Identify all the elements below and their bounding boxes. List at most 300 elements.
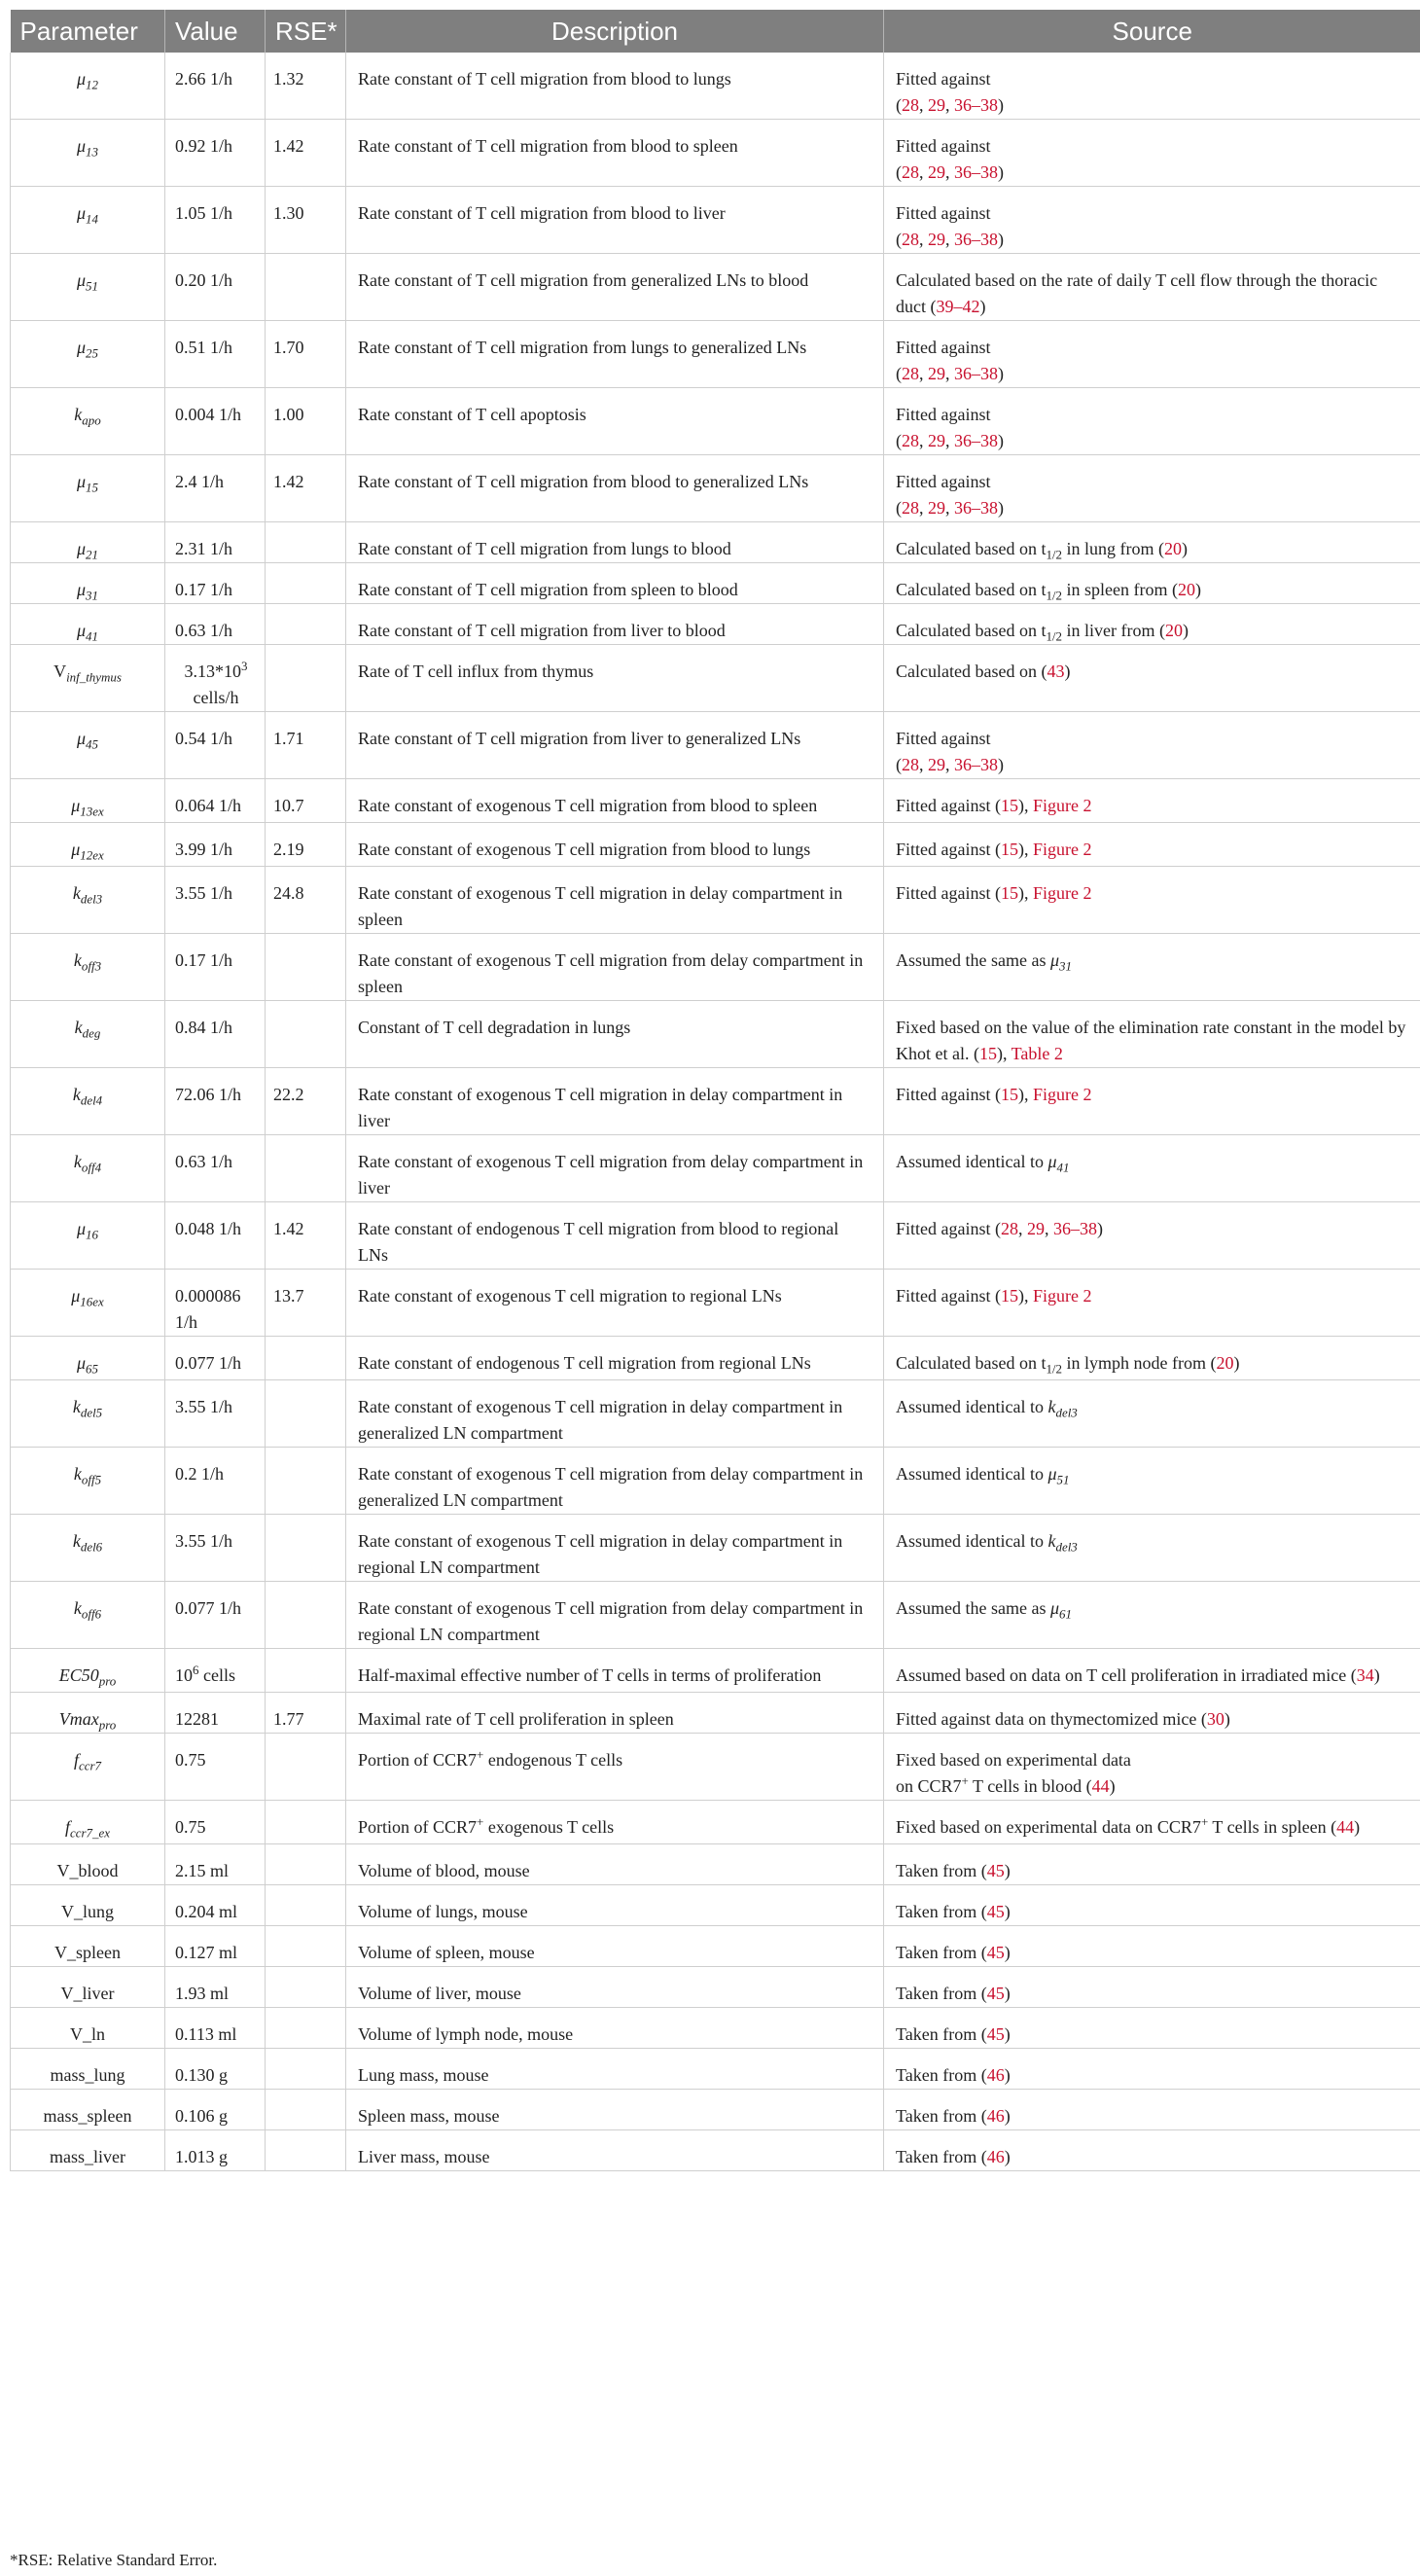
reference-link[interactable]: 29 xyxy=(1026,1219,1045,1238)
parameter-cell xyxy=(11,522,165,563)
description-cell xyxy=(346,1693,884,1734)
table-row xyxy=(11,1001,1420,1068)
reference-link[interactable]: 28 xyxy=(902,230,919,249)
value-cell xyxy=(165,1515,266,1582)
value-text: 0.004 1/h xyxy=(175,405,242,424)
description-text: Rate constant of exogenous T cell migration in delay compartment in spleen xyxy=(358,883,843,929)
description-cell xyxy=(346,53,884,120)
source-text: Fitted against ( xyxy=(896,840,1001,859)
reference-link[interactable]: 36–38 xyxy=(954,162,998,182)
source-text: Fitted against ( xyxy=(896,1286,1001,1306)
source-text: Fixed based on the value of the elimination rate constant in the model by Khot et al. ( xyxy=(896,1018,1406,1063)
source-cell xyxy=(884,1068,1420,1135)
source-cell xyxy=(884,1801,1420,1844)
value-cell xyxy=(165,1844,266,1885)
value-cell xyxy=(165,1337,266,1380)
source-text: Assumed identical to xyxy=(896,1397,1048,1416)
description-cell xyxy=(346,1068,884,1135)
reference-link[interactable]: Table 2 xyxy=(1011,1044,1063,1063)
source-cell xyxy=(884,563,1420,604)
description-cell xyxy=(346,1885,884,1926)
rse-cell xyxy=(266,254,346,321)
parameter-name: V_lung xyxy=(61,1902,114,1921)
reference-link[interactable]: 28 xyxy=(902,162,919,182)
description-cell xyxy=(346,779,884,823)
value-text: 10 xyxy=(175,1665,193,1685)
description-text: Rate constant of T cell migration from spleen to blood xyxy=(358,580,738,599)
value-cell xyxy=(165,1001,266,1068)
source-symbol: μ xyxy=(1049,1598,1060,1618)
reference-link[interactable]: 15 xyxy=(1000,796,1018,815)
reference-link[interactable]: 44 xyxy=(1336,1817,1355,1837)
parameter-subscript: 31 xyxy=(86,588,98,603)
parameter-subscript: pro xyxy=(98,1673,117,1689)
rse-cell xyxy=(266,1380,346,1448)
reference-link[interactable]: Figure 2 xyxy=(1032,796,1092,815)
description-text: Volume of lungs, mouse xyxy=(358,1902,528,1921)
parameter-name: V_blood xyxy=(56,1861,119,1880)
source-text: ( xyxy=(896,162,902,182)
table-row xyxy=(11,867,1420,934)
source-text: Taken from ( xyxy=(896,2147,987,2166)
value-text: 1.93 ml xyxy=(175,1984,230,2003)
parameter-cell xyxy=(11,254,165,321)
table-row xyxy=(11,2049,1420,2090)
parameter-cell xyxy=(11,1734,165,1801)
source-text: , xyxy=(919,95,928,115)
parameter-name: V_spleen xyxy=(54,1943,121,1962)
value-unit-line: 1/h xyxy=(175,1312,198,1332)
description-text: Rate constant of exogenous T cell migration in delay compartment in liver xyxy=(358,1085,843,1130)
value-text: 0.106 g xyxy=(175,2106,228,2126)
reference-link[interactable]: 36–38 xyxy=(954,431,998,450)
header-description: Description xyxy=(346,10,884,53)
description-text: Rate constant of exogenous T cell migration from delay compartment in regional LN compartment xyxy=(358,1598,864,1644)
source-symbol-subscript: 51 xyxy=(1056,1472,1070,1487)
source-text: ) xyxy=(1182,539,1189,558)
source-text: Assumed identical to xyxy=(896,1464,1048,1484)
value-cell xyxy=(165,321,266,388)
reference-link[interactable]: 28 xyxy=(902,95,919,115)
parameter-symbol: μ xyxy=(71,840,81,859)
description-cell xyxy=(346,712,884,779)
source-text: ) xyxy=(1004,2147,1011,2166)
source-text: Taken from ( xyxy=(896,1861,987,1880)
description-text: Constant of T cell degradation in lungs xyxy=(358,1018,631,1037)
source-subscript: 1/2 xyxy=(1046,1361,1063,1377)
source-text: on CCR7 xyxy=(896,1776,962,1796)
parameter-cell xyxy=(11,2049,165,2090)
parameter-symbol: μ xyxy=(77,729,87,748)
parameter-cell xyxy=(11,1448,165,1515)
value-text: 0.204 ml xyxy=(175,1902,238,1921)
description-text: Volume of blood, mouse xyxy=(358,1861,530,1880)
reference-link[interactable]: 15 xyxy=(1000,883,1018,903)
parameter-cell xyxy=(11,1001,165,1068)
source-text: Calculated based on t xyxy=(896,539,1047,558)
parameter-cell xyxy=(11,1582,165,1649)
reference-link[interactable]: 34 xyxy=(1356,1665,1374,1685)
source-text: Fitted against xyxy=(896,203,991,223)
source-cell xyxy=(884,1885,1420,1926)
reference-link[interactable]: 46 xyxy=(986,2065,1005,2085)
source-text: ( xyxy=(896,755,902,774)
reference-link[interactable]: 30 xyxy=(1206,1709,1225,1729)
parameter-symbol: k xyxy=(73,950,82,970)
parameter-name: mass_spleen xyxy=(43,2106,132,2126)
source-text: , xyxy=(945,230,954,249)
reference-link[interactable]: 20 xyxy=(1165,621,1183,640)
source-cell xyxy=(884,604,1420,645)
description-cell xyxy=(346,120,884,187)
reference-link[interactable]: 15 xyxy=(1000,840,1018,859)
reference-link[interactable]: 15 xyxy=(1000,1286,1018,1306)
table-row xyxy=(11,1448,1420,1515)
source-subscript: 1/2 xyxy=(1046,547,1063,562)
reference-link[interactable]: Figure 2 xyxy=(1032,1085,1092,1104)
source-cell xyxy=(884,1448,1420,1515)
value-text: 0.54 1/h xyxy=(175,729,233,748)
rse-cell xyxy=(266,1515,346,1582)
value-cell xyxy=(165,1885,266,1926)
source-text: Taken from ( xyxy=(896,1943,987,1962)
parameter-subscript: 13 xyxy=(86,144,98,160)
value-text: 3.55 1/h xyxy=(175,883,233,903)
reference-link[interactable]: 36–38 xyxy=(954,498,998,518)
parameter-cell xyxy=(11,779,165,823)
value-text: 2.66 1/h xyxy=(175,69,233,89)
parameter-subscript: off6 xyxy=(81,1606,102,1622)
reference-link[interactable]: 44 xyxy=(1091,1776,1110,1796)
source-text: ), xyxy=(1017,883,1033,903)
source-text: Taken from ( xyxy=(896,2024,987,2044)
description-text: Rate constant of endogenous T cell migration from blood to regional LNs xyxy=(358,1219,839,1265)
reference-link[interactable]: 20 xyxy=(1177,580,1195,599)
reference-link[interactable]: 43 xyxy=(1047,662,1065,681)
value-cell xyxy=(165,645,266,712)
reference-link[interactable]: 28 xyxy=(902,431,919,450)
source-text: Fitted against ( xyxy=(896,1219,1001,1238)
source-text: ), xyxy=(1017,1085,1033,1104)
value-cell xyxy=(165,187,266,254)
source-text: ) xyxy=(998,95,1004,115)
reference-link[interactable]: 28 xyxy=(1000,1219,1018,1238)
reference-link[interactable]: 15 xyxy=(1000,1085,1018,1104)
source-text: in spleen from ( xyxy=(1062,580,1178,599)
description-text: Rate constant of T cell migration from blood to lungs xyxy=(358,69,731,89)
value-text: 0.064 1/h xyxy=(175,796,242,815)
source-cell xyxy=(884,455,1420,522)
reference-link[interactable]: Figure 2 xyxy=(1032,840,1092,859)
source-text: ) xyxy=(1224,1709,1230,1729)
value-cell xyxy=(165,1582,266,1649)
parameter-cell xyxy=(11,712,165,779)
reference-link[interactable]: 39–42 xyxy=(936,297,980,316)
reference-link[interactable]: 45 xyxy=(986,1984,1005,2003)
reference-link[interactable]: 29 xyxy=(928,431,945,450)
table-row xyxy=(11,934,1420,1001)
parameter-symbol: f xyxy=(64,1817,70,1837)
source-symbol: k xyxy=(1047,1397,1056,1416)
value-cell xyxy=(165,2049,266,2090)
description-cell xyxy=(346,1967,884,2008)
source-symbol: μ xyxy=(1047,1464,1057,1484)
value-cell xyxy=(165,604,266,645)
parameter-subscript: ccr7 xyxy=(78,1758,102,1773)
table-row xyxy=(11,1649,1420,1693)
rse-cell: 1.42 xyxy=(266,120,346,187)
source-text: ) xyxy=(1004,1943,1011,1962)
rse-cell: 1.30 xyxy=(266,187,346,254)
value-text: 2.15 ml xyxy=(175,1861,230,1880)
value-text: 0.20 1/h xyxy=(175,270,233,290)
parameter-cell xyxy=(11,1926,165,1967)
parameter-symbol: k xyxy=(72,883,81,903)
description-cell xyxy=(346,2049,884,2090)
source-text: Fitted against xyxy=(896,69,991,89)
rse-cell xyxy=(266,1926,346,1967)
source-cell xyxy=(884,1515,1420,1582)
parameter-symbol: μ xyxy=(77,270,87,290)
table-row xyxy=(11,2090,1420,2130)
parameter-subscript: 45 xyxy=(86,736,98,752)
value-cell xyxy=(165,388,266,455)
parameter-subscript: pro xyxy=(98,1717,117,1733)
table-row xyxy=(11,779,1420,823)
value-text: 3.99 1/h xyxy=(175,840,233,859)
reference-link[interactable]: 36–38 xyxy=(954,230,998,249)
value-text: 2.31 1/h xyxy=(175,539,233,558)
value-cell xyxy=(165,1068,266,1135)
parameter-symbol: μ xyxy=(77,338,87,357)
rse-cell xyxy=(266,1885,346,1926)
source-cell xyxy=(884,1270,1420,1337)
reference-link[interactable]: 29 xyxy=(928,95,945,115)
parameter-subscript: 41 xyxy=(86,628,98,644)
parameter-cell xyxy=(11,1693,165,1734)
source-text: Fitted against xyxy=(896,729,991,748)
source-text: , xyxy=(919,431,928,450)
rse-cell xyxy=(266,2090,346,2130)
reference-link[interactable]: 20 xyxy=(1164,539,1183,558)
description-cell xyxy=(346,187,884,254)
rse-cell xyxy=(266,563,346,604)
reference-link[interactable]: 29 xyxy=(928,364,945,383)
rse-cell: 2.19 xyxy=(266,823,346,867)
rse-cell xyxy=(266,2049,346,2090)
description-text: Spleen mass, mouse xyxy=(358,2106,500,2126)
source-subscript: 1/2 xyxy=(1046,588,1063,603)
reference-link[interactable]: Figure 2 xyxy=(1032,883,1092,903)
parameter-symbol: f xyxy=(73,1750,79,1770)
description-cell xyxy=(346,2008,884,2049)
source-cell xyxy=(884,645,1420,712)
parameter-cell xyxy=(11,1380,165,1448)
description-cell xyxy=(346,1380,884,1448)
value-cell xyxy=(165,712,266,779)
reference-link[interactable]: 45 xyxy=(986,1943,1005,1962)
description-cell xyxy=(346,254,884,321)
source-text: Fitted against xyxy=(896,136,991,156)
parameter-cell xyxy=(11,604,165,645)
value-cell xyxy=(165,254,266,321)
parameter-symbol: k xyxy=(72,1397,81,1416)
value-cell xyxy=(165,563,266,604)
value-cell xyxy=(165,934,266,1001)
source-symbol: k xyxy=(1047,1531,1056,1551)
value-text: 0.75 xyxy=(175,1750,206,1770)
description-text: Rate constant of exogenous T cell migration from delay compartment in spleen xyxy=(358,950,864,996)
parameter-cell xyxy=(11,388,165,455)
reference-link[interactable]: 36–38 xyxy=(954,95,998,115)
reference-link[interactable]: 28 xyxy=(902,755,919,774)
value-text: 3.55 1/h xyxy=(175,1531,233,1551)
header-rse: RSE* xyxy=(266,10,346,53)
reference-link[interactable]: 28 xyxy=(902,498,919,518)
reference-link[interactable]: 36–38 xyxy=(954,364,998,383)
rse-cell xyxy=(266,1801,346,1844)
source-text: , xyxy=(945,755,954,774)
description-cell xyxy=(346,2130,884,2171)
parameter-subscript: off5 xyxy=(81,1472,102,1487)
source-text: , xyxy=(919,162,928,182)
source-cell xyxy=(884,1926,1420,1967)
description-text: Rate constant of T cell migration from lungs to generalized LNs xyxy=(358,338,807,357)
source-cell xyxy=(884,522,1420,563)
table-row xyxy=(11,563,1420,604)
rse-cell xyxy=(266,1001,346,1068)
source-cell xyxy=(884,1582,1420,1649)
reference-link[interactable]: 20 xyxy=(1216,1353,1234,1373)
description-tail: exogenous T cells xyxy=(483,1817,615,1837)
parameter-cell xyxy=(11,187,165,254)
table-row xyxy=(11,1693,1420,1734)
description-text: Rate constant of exogenous T cell migration from blood to spleen xyxy=(358,796,818,815)
description-cell xyxy=(346,645,884,712)
source-text: ) xyxy=(998,162,1004,182)
source-text: , xyxy=(919,498,928,518)
source-cell xyxy=(884,934,1420,1001)
description-cell xyxy=(346,1337,884,1380)
rse-cell: 13.7 xyxy=(266,1270,346,1337)
reference-link[interactable]: 29 xyxy=(928,755,945,774)
source-text: ) xyxy=(1194,580,1201,599)
reference-link[interactable]: 45 xyxy=(986,2024,1005,2044)
table-row xyxy=(11,645,1420,712)
source-text: in lung from ( xyxy=(1062,539,1165,558)
description-cell xyxy=(346,1844,884,1885)
table-row xyxy=(11,1734,1420,1801)
parameter-cell xyxy=(11,455,165,522)
value-cell xyxy=(165,1135,266,1202)
parameter-cell xyxy=(11,1844,165,1885)
parameter-symbol: μ xyxy=(71,1286,81,1306)
source-text: Assumed identical to xyxy=(896,1152,1048,1171)
description-cell xyxy=(346,934,884,1001)
table-row xyxy=(11,1885,1420,1926)
description-cell xyxy=(346,1448,884,1515)
description-cell xyxy=(346,604,884,645)
parameter-cell xyxy=(11,2090,165,2130)
source-text: ) xyxy=(1004,2106,1011,2126)
description-text: Volume of spleen, mouse xyxy=(358,1943,535,1962)
table-row xyxy=(11,455,1420,522)
table-row xyxy=(11,1967,1420,2008)
source-text: Calculated based on the rate of daily T cell flow through the thoracic duct ( xyxy=(896,270,1378,316)
description-cell xyxy=(346,455,884,522)
reference-link[interactable]: 28 xyxy=(902,364,919,383)
parameter-subscript: del4 xyxy=(80,1092,103,1108)
source-cell xyxy=(884,2049,1420,2090)
value-text: 3.13*10 xyxy=(184,662,241,681)
source-text: ) xyxy=(1004,1902,1011,1921)
source-text: Fitted against data on thymectomized mice ( xyxy=(896,1709,1207,1729)
source-text: Calculated based on t xyxy=(896,580,1047,599)
source-text: Calculated based on t xyxy=(896,1353,1047,1373)
description-text: Rate constant of T cell migration from liver to generalized LNs xyxy=(358,729,801,748)
reference-link[interactable]: 29 xyxy=(928,162,945,182)
reference-link[interactable]: 36–38 xyxy=(954,755,998,774)
reference-link[interactable]: 36–38 xyxy=(1052,1219,1097,1238)
source-text: Assumed based on data on T cell proliferation in irradiated mice ( xyxy=(896,1665,1357,1685)
value-cell xyxy=(165,1693,266,1734)
reference-link[interactable]: 46 xyxy=(986,2106,1005,2126)
value-cell xyxy=(165,53,266,120)
reference-link[interactable]: 45 xyxy=(986,1861,1005,1880)
parameter-symbol: μ xyxy=(71,796,81,815)
reference-link[interactable]: 29 xyxy=(928,230,945,249)
description-text: Rate constant of T cell migration from blood to generalized LNs xyxy=(358,472,809,491)
parameter-subscript: 21 xyxy=(86,547,98,562)
parameter-subscript: 15 xyxy=(86,480,98,495)
source-text: ( xyxy=(896,431,902,450)
parameter-subscript: apo xyxy=(82,412,101,428)
reference-link[interactable]: 46 xyxy=(986,2147,1005,2166)
parameter-cell xyxy=(11,1515,165,1582)
reference-link[interactable]: Figure 2 xyxy=(1032,1286,1092,1306)
reference-link[interactable]: 29 xyxy=(928,498,945,518)
rse-cell: 10.7 xyxy=(266,779,346,823)
rse-cell: 1.70 xyxy=(266,321,346,388)
value-cell xyxy=(165,1926,266,1967)
value-text: 0.51 1/h xyxy=(175,338,233,357)
value-text: 0.92 1/h xyxy=(175,136,233,156)
source-cell xyxy=(884,2090,1420,2130)
source-symbol-subscript: 31 xyxy=(1059,958,1072,974)
parameter-symbol: EC50 xyxy=(58,1665,99,1685)
source-text: T cells in blood ( xyxy=(968,1776,1092,1796)
parameter-symbol: k xyxy=(74,1018,83,1037)
rse-cell: 1.42 xyxy=(266,455,346,522)
description-text: Maximal rate of T cell proliferation in spleen xyxy=(358,1709,674,1729)
source-text: ( xyxy=(896,95,902,115)
source-cell xyxy=(884,2130,1420,2171)
table-row xyxy=(11,522,1420,563)
parameter-symbol: μ xyxy=(77,580,87,599)
table-body xyxy=(11,53,1420,2171)
description-cell xyxy=(346,823,884,867)
reference-link[interactable]: 15 xyxy=(978,1044,997,1063)
reference-link[interactable]: 45 xyxy=(986,1902,1005,1921)
parameter-cell xyxy=(11,53,165,120)
parameter-symbol: V xyxy=(53,662,67,681)
source-text: , xyxy=(1044,1219,1053,1238)
source-symbol-subscript: 61 xyxy=(1059,1606,1072,1622)
parameter-symbol: k xyxy=(72,1531,81,1551)
parameter-symbol: μ xyxy=(77,1353,87,1373)
rse-cell: 24.8 xyxy=(266,867,346,934)
description-text: Portion of CCR7 xyxy=(358,1817,478,1837)
